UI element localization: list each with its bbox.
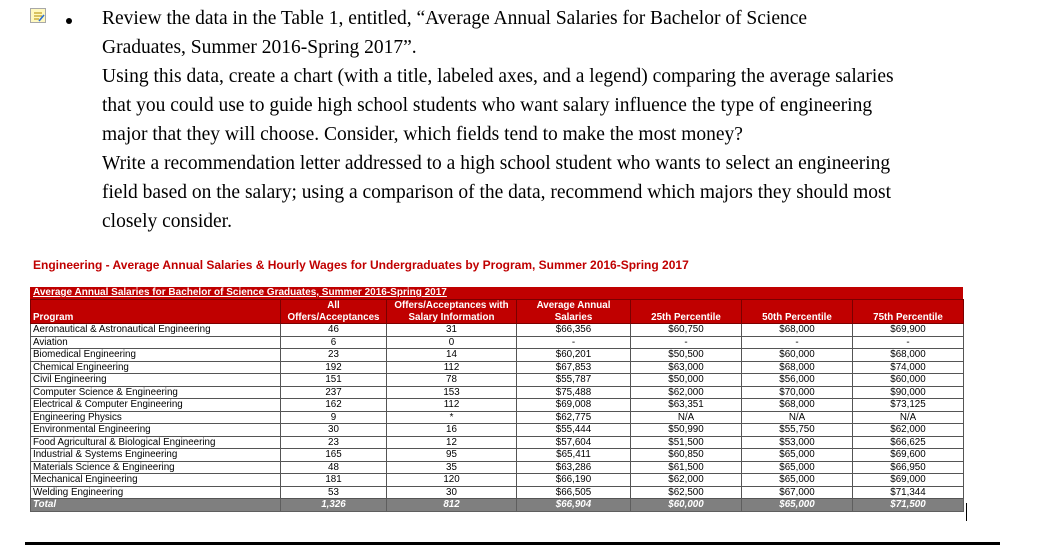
value-cell: $65,000 bbox=[742, 449, 853, 462]
value-cell: 162 bbox=[281, 399, 387, 412]
table-row bbox=[31, 474, 964, 487]
salary-table bbox=[30, 299, 964, 512]
value-cell: $63,286 bbox=[517, 461, 631, 474]
value-cell: $62,775 bbox=[517, 411, 631, 424]
program-cell: Materials Science & Engineering bbox=[31, 461, 281, 474]
value-cell: $65,411 bbox=[517, 449, 631, 462]
value-cell: 181 bbox=[281, 474, 387, 487]
value-cell: $67,000 bbox=[742, 486, 853, 499]
value-cell: 12 bbox=[387, 436, 517, 449]
value-cell: $55,444 bbox=[517, 424, 631, 437]
value-cell: 153 bbox=[387, 386, 517, 399]
table-row bbox=[31, 449, 964, 462]
program-cell: Food Agricultural & Biological Engineering bbox=[31, 436, 281, 449]
value-cell: $66,505 bbox=[517, 486, 631, 499]
program-cell: Civil Engineering bbox=[31, 374, 281, 387]
text-cursor bbox=[966, 503, 967, 521]
instruction-paragraph-3 bbox=[102, 150, 1002, 236]
value-cell: $50,500 bbox=[631, 349, 742, 362]
program-cell: Aviation bbox=[31, 336, 281, 349]
value-cell: N/A bbox=[853, 411, 964, 424]
value-cell: 31 bbox=[387, 324, 517, 337]
value-cell: 53 bbox=[281, 486, 387, 499]
value-cell: $50,000 bbox=[631, 374, 742, 387]
value-cell: $67,853 bbox=[517, 361, 631, 374]
value-cell: - bbox=[517, 336, 631, 349]
value-cell: $60,000 bbox=[853, 374, 964, 387]
value-cell: $66,190 bbox=[517, 474, 631, 487]
table-row bbox=[31, 486, 964, 499]
value-cell: $68,000 bbox=[742, 324, 853, 337]
value-cell: $56,000 bbox=[742, 374, 853, 387]
horizontal-rule bbox=[25, 542, 1000, 545]
table-caption: Average Annual Salaries for Bachelor of Science Graduates, Summer 2016-Spring 2017 bbox=[30, 287, 963, 299]
value-cell: $62,500 bbox=[631, 486, 742, 499]
value-cell: $90,000 bbox=[853, 386, 964, 399]
total-value: $60,000 bbox=[631, 499, 742, 512]
header-75th-percentile: 75th Percentile bbox=[853, 300, 964, 324]
value-cell: $62,000 bbox=[631, 474, 742, 487]
value-cell: $51,500 bbox=[631, 436, 742, 449]
value-cell: $65,000 bbox=[742, 461, 853, 474]
value-cell: $65,000 bbox=[742, 474, 853, 487]
value-cell: 23 bbox=[281, 436, 387, 449]
table-heading: Engineering - Average Annual Salaries & Hourly Wages for Undergraduates by Program, Summer 2016-Spring 2017 bbox=[33, 258, 689, 272]
value-cell: 78 bbox=[387, 374, 517, 387]
value-cell: $55,787 bbox=[517, 374, 631, 387]
value-cell: $63,351 bbox=[631, 399, 742, 412]
value-cell: $66,356 bbox=[517, 324, 631, 337]
value-cell: N/A bbox=[742, 411, 853, 424]
value-cell: $63,000 bbox=[631, 361, 742, 374]
value-cell: $53,000 bbox=[742, 436, 853, 449]
instruction-paragraph-2 bbox=[102, 63, 1002, 149]
value-cell: $66,625 bbox=[853, 436, 964, 449]
total-value: $71,500 bbox=[853, 499, 964, 512]
value-cell: 30 bbox=[281, 424, 387, 437]
table-row bbox=[31, 349, 964, 362]
value-cell: $75,488 bbox=[517, 386, 631, 399]
header-program: Program bbox=[31, 300, 281, 324]
text-line: Review the data in the Table 1, entitled, “Average Annual Salaries for Bachelor of Science bbox=[102, 8, 808, 29]
value-cell: $68,000 bbox=[853, 349, 964, 362]
value-cell: $60,750 bbox=[631, 324, 742, 337]
text-line: Using this data, create a chart (with a title, labeled axes, and a legend) comparing the average salaries bbox=[102, 66, 894, 87]
value-cell: $55,750 bbox=[742, 424, 853, 437]
value-cell: $69,008 bbox=[517, 399, 631, 412]
table-row bbox=[31, 411, 964, 424]
value-cell: 112 bbox=[387, 399, 517, 412]
value-cell: $69,900 bbox=[853, 324, 964, 337]
total-label: Total bbox=[31, 499, 281, 512]
value-cell: * bbox=[387, 411, 517, 424]
value-cell: $60,201 bbox=[517, 349, 631, 362]
text-line: Graduates, Summer 2016-Spring 2017”. bbox=[102, 36, 417, 58]
value-cell: $74,000 bbox=[853, 361, 964, 374]
value-cell: 192 bbox=[281, 361, 387, 374]
table-row bbox=[31, 336, 964, 349]
program-cell: Electrical & Computer Engineering bbox=[31, 399, 281, 412]
text-line: field based on the salary; using a comparison of the data, recommend which majors they should most bbox=[102, 181, 892, 203]
value-cell: $62,000 bbox=[631, 386, 742, 399]
table-header bbox=[31, 300, 964, 324]
value-cell: - bbox=[853, 336, 964, 349]
table-row bbox=[31, 424, 964, 437]
salary-table-image[interactable] bbox=[30, 287, 963, 512]
value-cell: $68,000 bbox=[742, 361, 853, 374]
header-all-offers: All Offers/Acceptances bbox=[281, 300, 387, 324]
text-line: closely consider. bbox=[102, 210, 232, 232]
table-row bbox=[31, 324, 964, 337]
total-value: 812 bbox=[387, 499, 517, 512]
value-cell: 23 bbox=[281, 349, 387, 362]
value-cell: 35 bbox=[387, 461, 517, 474]
table-row bbox=[31, 436, 964, 449]
program-cell: Computer Science & Engineering bbox=[31, 386, 281, 399]
program-cell: Industrial & Systems Engineering bbox=[31, 449, 281, 462]
program-cell: Welding Engineering bbox=[31, 486, 281, 499]
total-row bbox=[31, 499, 964, 512]
value-cell: 95 bbox=[387, 449, 517, 462]
value-cell: $68,000 bbox=[742, 399, 853, 412]
program-cell: Chemical Engineering bbox=[31, 361, 281, 374]
program-cell: Environmental Engineering bbox=[31, 424, 281, 437]
total-value: $66,904 bbox=[517, 499, 631, 512]
program-cell: Engineering Physics bbox=[31, 411, 281, 424]
value-cell: 46 bbox=[281, 324, 387, 337]
total-value: $65,000 bbox=[742, 499, 853, 512]
table-row bbox=[31, 386, 964, 399]
value-cell: $50,990 bbox=[631, 424, 742, 437]
table-row bbox=[31, 399, 964, 412]
value-cell: 0 bbox=[387, 336, 517, 349]
value-cell: $69,600 bbox=[853, 449, 964, 462]
program-cell: Mechanical Engineering bbox=[31, 474, 281, 487]
value-cell: 120 bbox=[387, 474, 517, 487]
value-cell: 165 bbox=[281, 449, 387, 462]
table-body bbox=[31, 324, 964, 512]
text-line: Write a recommendation letter addressed to a high school student who wants to select an engineering bbox=[102, 153, 891, 174]
value-cell: $69,000 bbox=[853, 474, 964, 487]
value-cell: - bbox=[631, 336, 742, 349]
table-row bbox=[31, 461, 964, 474]
value-cell: 48 bbox=[281, 461, 387, 474]
value-cell: 151 bbox=[281, 374, 387, 387]
bullet-point bbox=[66, 18, 72, 24]
comment-icon[interactable] bbox=[30, 8, 46, 23]
value-cell: 6 bbox=[281, 336, 387, 349]
value-cell: $70,000 bbox=[742, 386, 853, 399]
value-cell: $71,344 bbox=[853, 486, 964, 499]
instruction-paragraph-1 bbox=[102, 5, 1002, 63]
value-cell: 237 bbox=[281, 386, 387, 399]
text-line: major that they will choose. Consider, which fields tend to make the most money? bbox=[102, 123, 743, 145]
value-cell: 30 bbox=[387, 486, 517, 499]
value-cell: 9 bbox=[281, 411, 387, 424]
value-cell: 112 bbox=[387, 361, 517, 374]
table-row bbox=[31, 374, 964, 387]
header-50th-percentile: 50th Percentile bbox=[742, 300, 853, 324]
value-cell: $60,850 bbox=[631, 449, 742, 462]
table-row bbox=[31, 361, 964, 374]
value-cell: $73,125 bbox=[853, 399, 964, 412]
total-value: 1,326 bbox=[281, 499, 387, 512]
value-cell: $66,950 bbox=[853, 461, 964, 474]
value-cell: 16 bbox=[387, 424, 517, 437]
value-cell: $60,000 bbox=[742, 349, 853, 362]
value-cell: 14 bbox=[387, 349, 517, 362]
value-cell: N/A bbox=[631, 411, 742, 424]
value-cell: $57,604 bbox=[517, 436, 631, 449]
value-cell: - bbox=[742, 336, 853, 349]
program-cell: Aeronautical & Astronautical Engineering bbox=[31, 324, 281, 337]
header-25th-percentile: 25th Percentile bbox=[631, 300, 742, 324]
header-average-salary: Average Annual Salaries bbox=[517, 300, 631, 324]
text-line: that you could use to guide high school students who want salary influence the type of engineering bbox=[102, 94, 873, 116]
value-cell: $61,500 bbox=[631, 461, 742, 474]
value-cell: $62,000 bbox=[853, 424, 964, 437]
header-offers-with-salary: Offers/Acceptances with Salary Information bbox=[387, 300, 517, 324]
program-cell: Biomedical Engineering bbox=[31, 349, 281, 362]
